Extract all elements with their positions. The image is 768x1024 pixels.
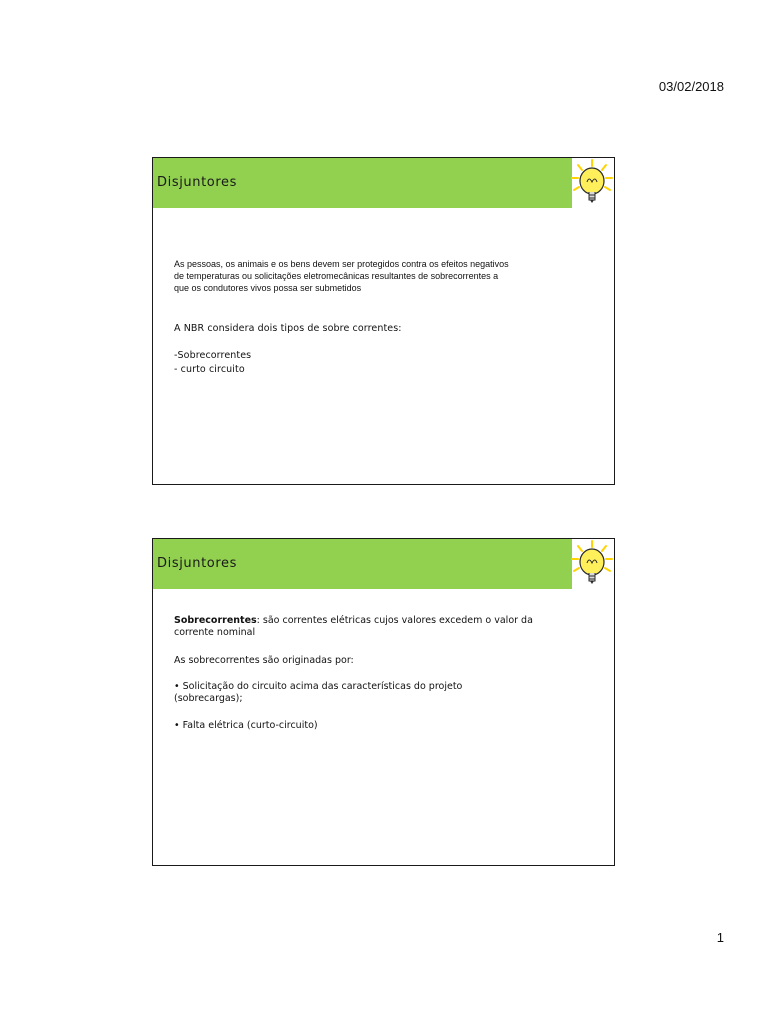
list-item: • Solicitação do circuito acima das características do projeto [174,681,463,692]
slide-2-bullet-1 [174,681,594,705]
text-line: que os condutores vivos possa ser submetidos [174,283,362,293]
text-line: A NBR considera dois tipos de sobre correntes: [174,323,402,334]
slide-1-list [174,349,594,377]
text-line: As sobrecorrentes são originadas por: [174,655,354,666]
slide-title-bar [153,158,572,208]
slide-2-definition [174,615,594,639]
text-line: de temperaturas ou solicitações eletromecânicas resultantes de sobrecorrentes a [174,271,499,281]
slide-title-bar [153,539,572,589]
text-line: corrente nominal [174,627,256,638]
slide-2-bullet-2 [174,720,594,732]
slide-1-paragraph-nbr [174,322,594,336]
lightbulb-icon [570,539,614,595]
text-line: As pessoas, os animais e os bens devem ser protegidos contra os efeitos negativos [174,259,509,269]
list-item: -Sobrecorrentes [174,350,252,361]
lightbulb-icon [570,158,614,214]
list-item: • Falta elétrica (curto-circuito) [174,720,318,731]
list-item: (sobrecargas); [174,693,243,704]
slide-2-intro [174,655,594,667]
slide-title: Disjuntores [157,556,237,571]
slide-2 [152,538,615,866]
text-line [174,615,594,627]
slide-1 [152,157,615,485]
definition-text: : são correntes elétricas cujos valores excedem o valor da [256,615,533,626]
page-number: 1 [716,930,724,945]
definition-term: Sobrecorrentes [174,615,257,626]
list-item: - curto circuito [174,364,245,375]
slide-title: Disjuntores [157,175,237,190]
document-date: 03/02/2018 [658,79,724,94]
slide-1-paragraph-intro [174,258,594,294]
